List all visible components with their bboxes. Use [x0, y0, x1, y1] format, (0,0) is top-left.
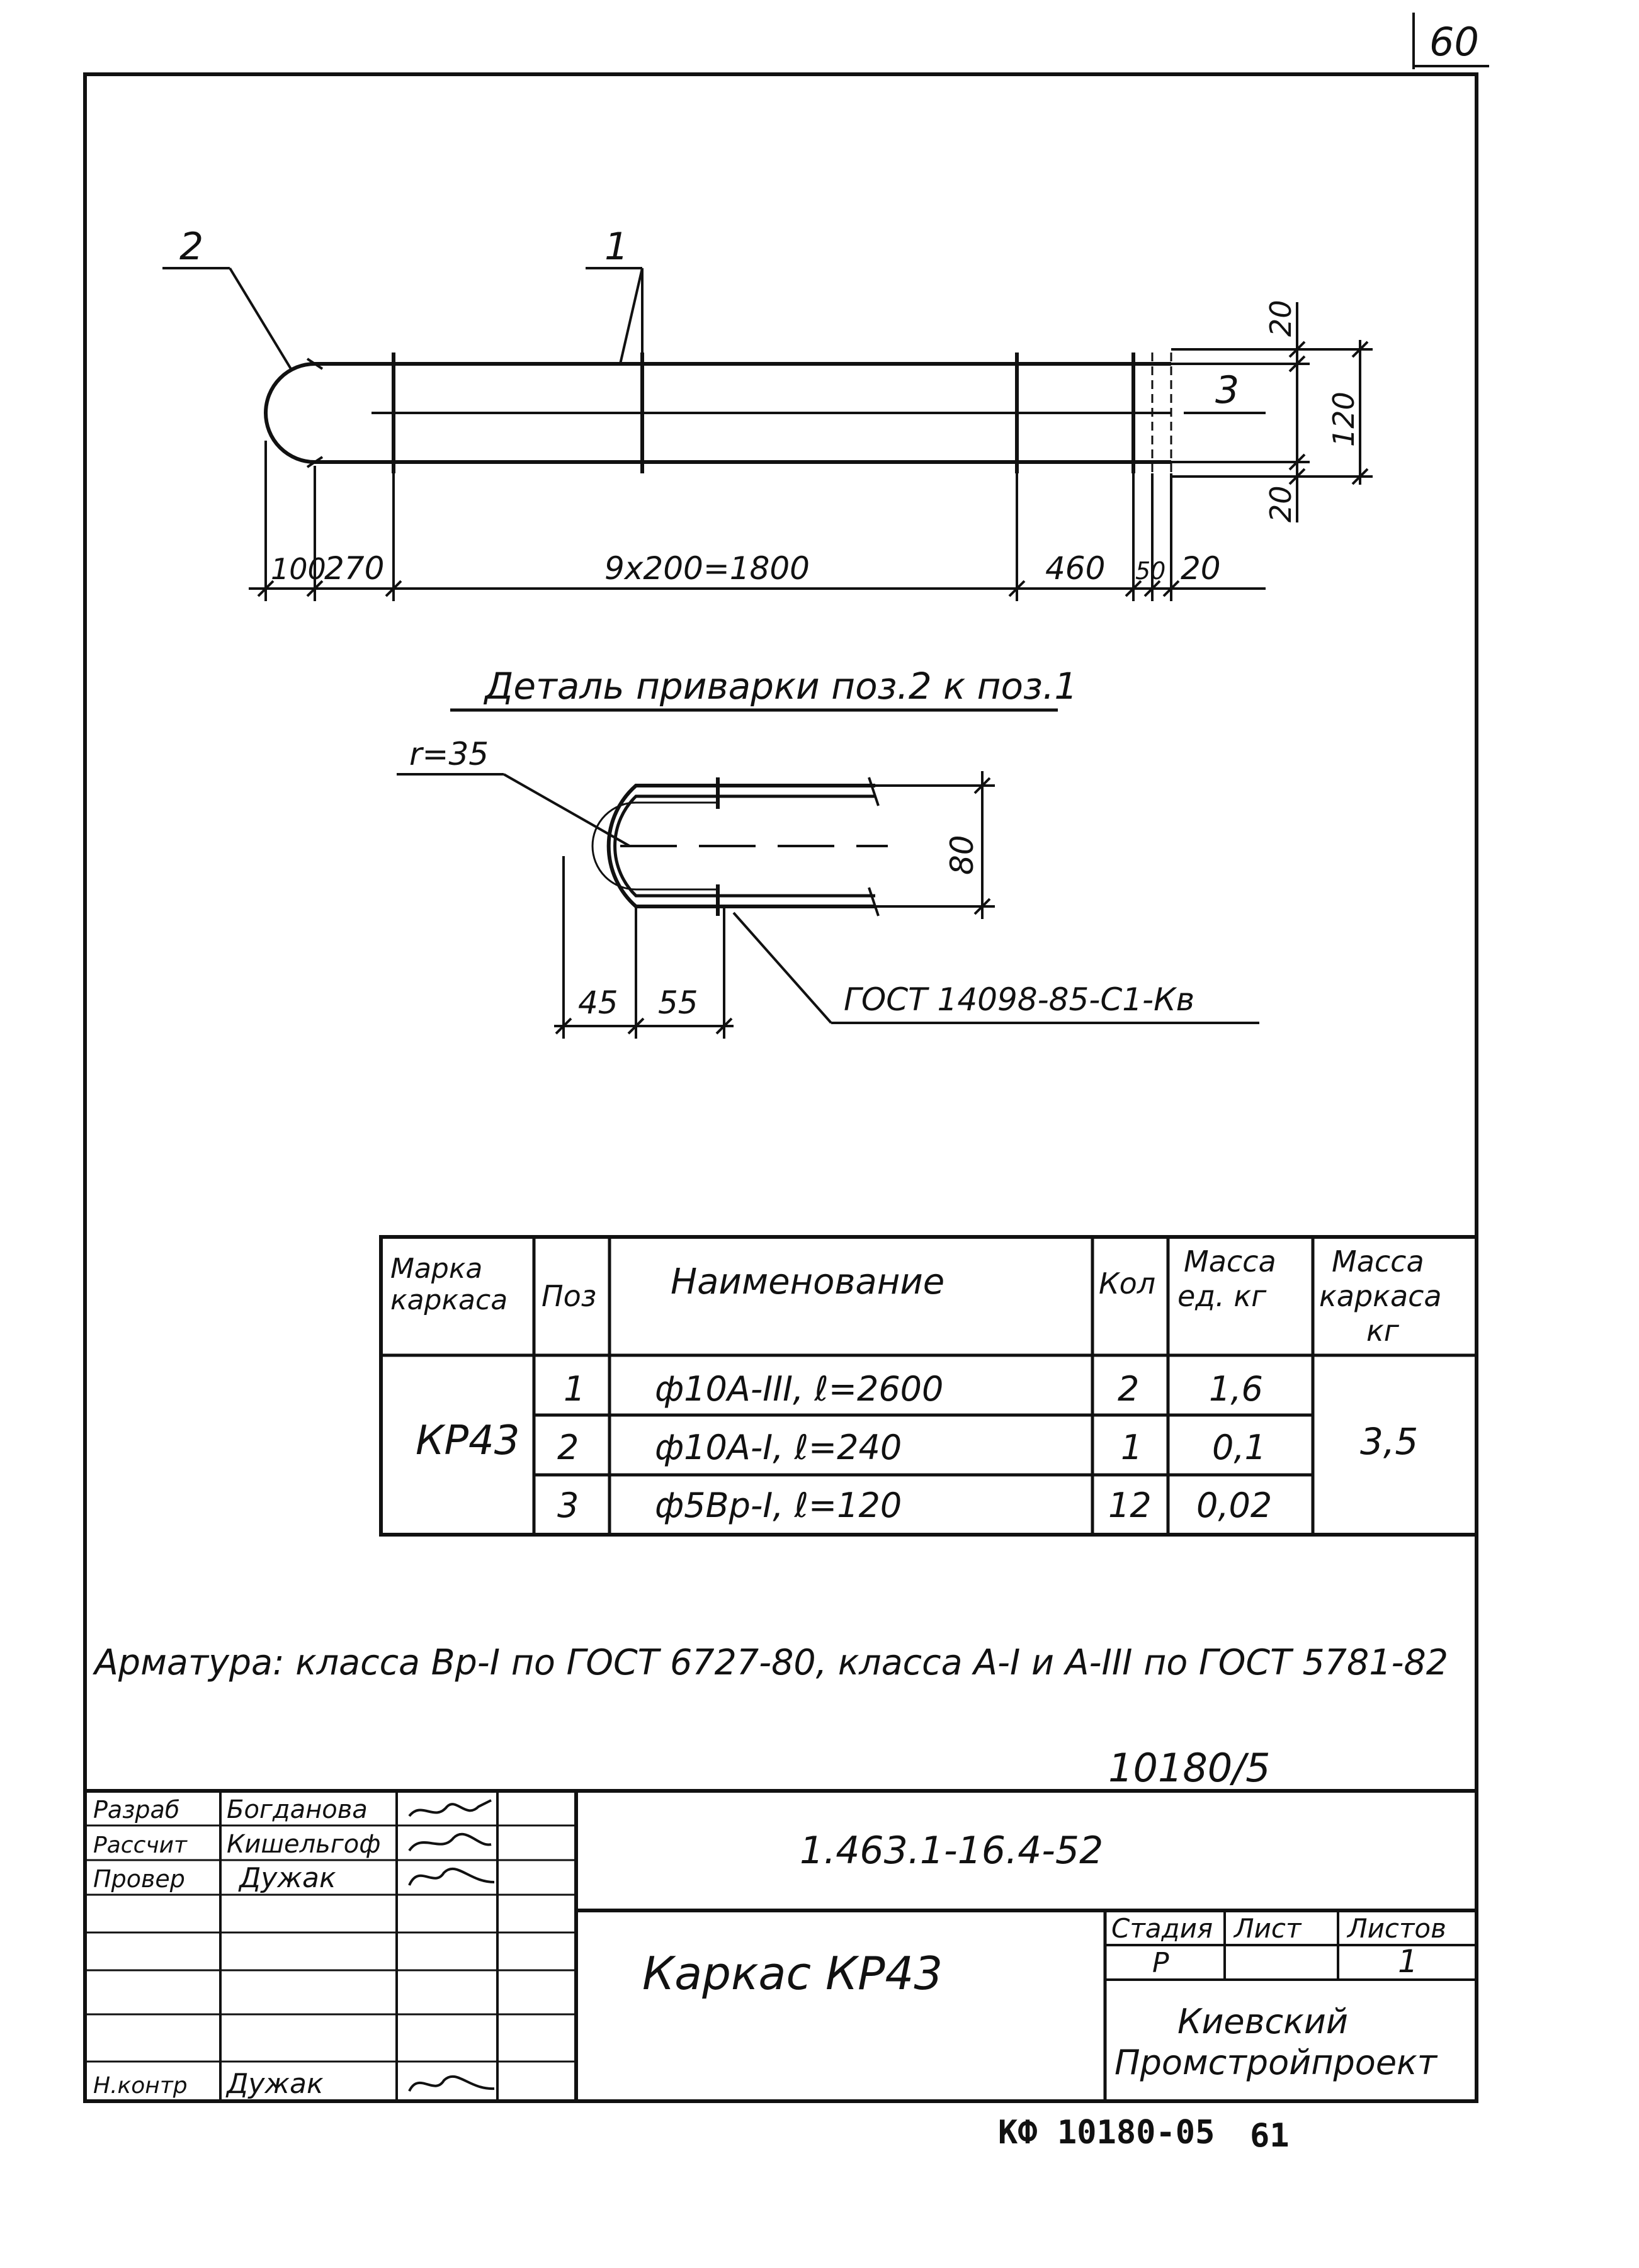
- detail-title: Деталь приварки поз.2 к поз.1: [485, 665, 1078, 708]
- row-3-qty: 12: [1108, 1486, 1152, 1525]
- role-0: Разраб: [93, 1796, 180, 1824]
- header-mark-1: Марка: [390, 1253, 483, 1285]
- header-mass-unit-2: ед. кг: [1177, 1279, 1267, 1313]
- header-mass-unit-1: Масса: [1184, 1244, 1276, 1278]
- stage-header: Стадия: [1111, 1913, 1213, 1944]
- header-mark-2: каркаса: [390, 1284, 508, 1316]
- dim-20-bottom: 20: [1181, 550, 1221, 587]
- stage-value: Р: [1152, 1947, 1169, 1979]
- total-mass: 3,5: [1360, 1420, 1419, 1463]
- person-0: Богданова: [227, 1795, 368, 1824]
- dim-270: 270: [324, 550, 385, 587]
- row-2-pos: 2: [557, 1428, 579, 1467]
- header-mass-total-2: каркаса: [1319, 1279, 1442, 1313]
- sheets-value: 1: [1398, 1943, 1418, 1980]
- dim-20-low: 20: [1264, 485, 1298, 522]
- callout-1: 1: [604, 225, 629, 269]
- cage-mark: КР43: [416, 1418, 520, 1464]
- organization-line-1: Киевский: [1177, 2002, 1348, 2041]
- page-number: 60: [1429, 19, 1479, 65]
- header-mass-total-3: кг: [1366, 1314, 1399, 1348]
- archive-number: 10180/5: [1108, 1745, 1271, 1791]
- designation: 1.463.1-16.4-52: [800, 1829, 1104, 1873]
- reinforcement-note: Арматура: класса Вр-I по ГОСТ 6727-80, класса А-I и А-III по ГОСТ 5781-82: [93, 1642, 1449, 1683]
- person-2: Дужак: [239, 1862, 336, 1894]
- detail-dim-45: 45: [578, 984, 618, 1021]
- row-1-mass: 1,6: [1209, 1369, 1263, 1409]
- role-3: Н.контр: [93, 2073, 188, 2099]
- header-name: Наименование: [671, 1261, 945, 1302]
- dim-120: 120: [1327, 392, 1361, 447]
- role-1: Рассчит: [93, 1832, 187, 1858]
- callout-leaders: [162, 268, 1266, 413]
- cage-drawing: [266, 353, 1171, 473]
- callout-3: 3: [1215, 368, 1240, 412]
- role-2: Провер: [93, 1865, 185, 1893]
- row-3-pos: 3: [557, 1486, 579, 1525]
- signatures: [409, 1800, 494, 2091]
- organization-line-2: Промстройпроект: [1114, 2043, 1438, 2082]
- footer-code: КФ 10180-05: [998, 2114, 1215, 2152]
- drawing-name: Каркас КР43: [642, 1947, 943, 2000]
- person-1: Кишельгоф: [227, 1830, 381, 1859]
- footer-page: 61: [1250, 2117, 1290, 2155]
- row-3-mass: 0,02: [1196, 1486, 1273, 1525]
- header-mass-total-1: Масса: [1332, 1244, 1424, 1278]
- detail-height-dim: 80: [944, 835, 980, 875]
- row-2-qty: 1: [1121, 1428, 1143, 1467]
- sheets-header: Листов: [1347, 1913, 1446, 1944]
- sheet-header: Лист: [1234, 1913, 1302, 1944]
- row-2-name: ф10А-I, ℓ=240: [655, 1428, 902, 1467]
- dim-100: 100: [271, 552, 326, 586]
- dim-460: 460: [1045, 550, 1106, 587]
- row-1-pos: 1: [564, 1369, 586, 1409]
- header-pos: Поз: [542, 1279, 597, 1313]
- dim-50: 50: [1135, 557, 1166, 585]
- weld-gost-label: ГОСТ 14098-85-С1-Кв: [844, 981, 1195, 1018]
- dim-20-top: 20: [1264, 300, 1298, 337]
- row-3-name: ф5Вр-I, ℓ=120: [655, 1486, 902, 1525]
- detail-dim-55: 55: [658, 984, 698, 1021]
- row-2-mass: 0,1: [1212, 1428, 1266, 1467]
- dim-1800: 9x200=1800: [604, 550, 810, 587]
- person-3: Дужак: [227, 2068, 324, 2100]
- row-1-name: ф10А-III, ℓ=2600: [655, 1369, 944, 1409]
- callout-2: 2: [179, 225, 204, 269]
- radius-label: r=35: [409, 736, 489, 772]
- header-qty: Кол: [1099, 1267, 1156, 1300]
- row-1-qty: 2: [1118, 1369, 1140, 1409]
